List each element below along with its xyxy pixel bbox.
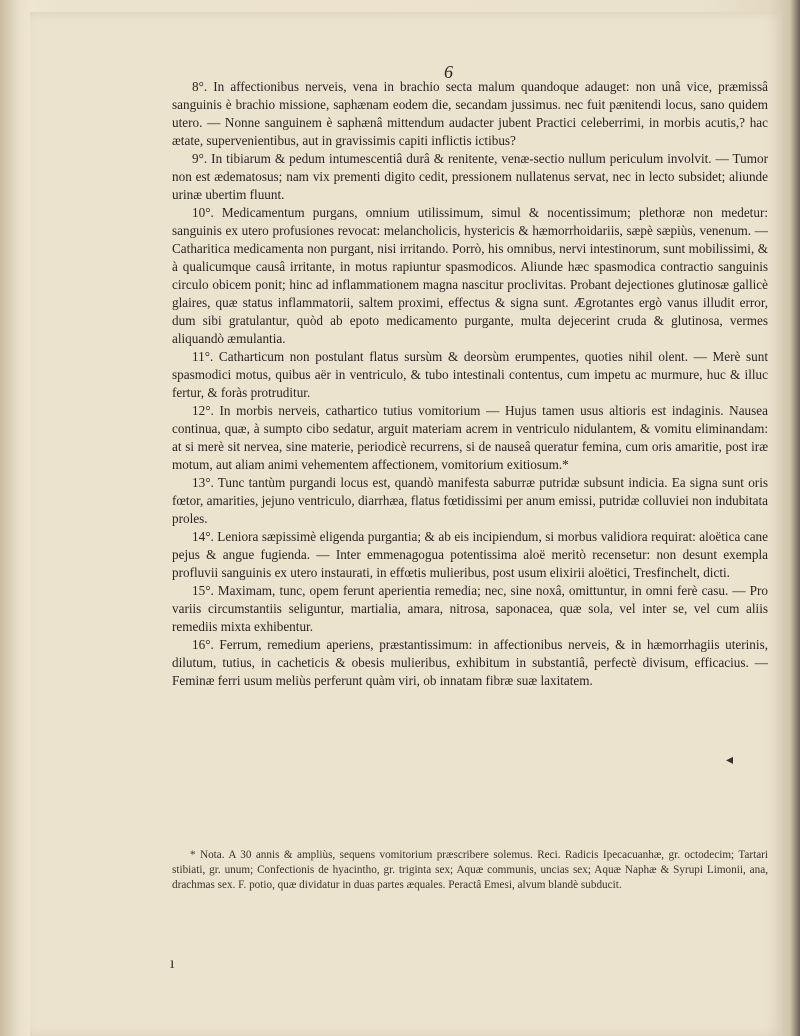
- paragraph-16: 16°. Ferrum, remedium aperiens, præstantissimum: in affectionibus nerveis, & in hæmorrhagiis uterinis, dilutum, tutius, in cacheticis & obesis mulieribus, exhibitum in substantiâ, perfectè divisum, efficacius. — Feminæ ferri usum meliùs perferunt quàm viri, ob innatam fibræ suæ laxitatem.: [172, 637, 768, 688]
- page-number: 6: [444, 62, 453, 82]
- paragraph-9: 9°. In tibiarum & pedum intumescentiâ durâ & renitente, venæ-sectio nullum periculum involvit. — Tumor non est ædematosus; nam vix prementi digito cedit, pressionem nullatenus servat, nec in lecto subsidet; aliunde urinæ ubertim fluunt.: [172, 151, 768, 202]
- paragraph-11: 11°. Catharticum non postulant flatus sursùm & deorsùm erumpentes, quoties nihil olent. — Merè sunt spasmodici motus, quibus aër in ventriculo, & tubo intestinali contentus, cum impetu ac murmure, huc & illuc fertur, & foràs protruditur.: [172, 349, 768, 400]
- footnote: * Nota. A 30 annis & ampliùs, sequens vomitorium præscribere solemus. Reci. Radicis Ipecacuanhæ, gr. octodecim; Tartari stibiati, gr. unum; Confectionis de hyacintho, gr. triginta sex; Aquæ communis, uncias sex; Aquæ Naphæ & Syrupi Limonii, ana, drachmas sex. F. potio, quæ dividatur in duas partes æquales. Peractâ Emesi, alvum blandè subducit.: [172, 849, 768, 891]
- margin-ink-mark: ◂: [726, 753, 734, 768]
- paragraph-8: 8°. In affectionibus nerveis, vena in brachio secta malum quandoque adauget: non unâ vice, præmissâ sanguinis è brachio missione, saphænam eodem die, secandam jussimus. nec fuit pænitendi locus, sano quidem utero. — Nonne sanguinem è saphænâ mittendum audacter jubent Practici celeberrimi, in morbis acutis,? hac ætate, supervenientibus, aut in gravissimis capiti inflictis ictibus?: [172, 79, 768, 148]
- paragraph-15: 15°. Maximam, tunc, opem ferunt aperientia remedia; nec, sine noxâ, omittuntur, in omni ferè casu. — Pro variis circumstantiis seliguntur, martialia, amara, nitrosa, saponacea, quæ sola, vel inter se, vel cum aliis remediis mixta exhibentur.: [172, 583, 768, 634]
- paragraph-10: 10°. Medicamentum purgans, omnium utilissimum, simul & nocentissimum; plethoræ non medetur: sanguinis ex utero profusiones revocat: melancholicis, hystericis & hæmorrhoidariis, sæpè sæpiùs, venenum. — Catharitica medicamenta non purgant, nisi irritando. Porrò, his omnibus, nervi intestinorum, sunt mobilissimi, & à qualicumque causâ irritante, in motus rapiuntur spasmodicos. Aliunde hæc spasmodica contractio sanguinis circulo obicem ponit; hinc ad inflammationem magna nascitur proclivitas. Probant dejectiones glutinosæ gallicè glaires, quæ status inflammatorii, saltem proximi, effectus & signa sunt. Ægrotantes ergò vanus illudit error, dum sibi gratulantur, quòd ab epoto medicamento purgante, multa dejecerint cruda & glutinosa, vermes aliquandò æmulantia.: [172, 205, 768, 346]
- paragraph-12: 12°. In morbis nerveis, cathartico tutius vomitorium — Hujus tamen usus altioris est indaginis. Nausea continua, quæ, à sumpto cibo sedatur, arguit materiam acrem in ventriculo nidulantem, & vomitu eliminandam: at si merè sit nervea, sine materie, periodicè recurrens, si de nauseâ queratur femina, cum oris amaritie, post iræ motum, aut aliam animi vehementem affectionem, vomitorium exitiosum.*: [172, 403, 768, 472]
- stray-ink-mark: ı: [170, 955, 175, 972]
- paragraph-14: 14°. Leniora sæpissimè eligenda purgantia; & ab eis incipiendum, si morbus validiora requirat: aloëtica cane pejus & angue fugienda. — Inter emmenagogua potentissima aloë meritò recensetur: non desunt exempla profluvii sanguinis ex utero instaurati, in effœtis mulieribus, post usum elixirii aloëtici, Tresfinchelt, dicti.: [172, 529, 768, 580]
- book-spine-edge: [0, 0, 18, 1036]
- main-text: [172, 78, 768, 690]
- paragraph-13: 13°. Tunc tantùm purgandi locus est, quandò manifesta saburræ putridæ subsunt indicia. Ea signa sunt oris fœtor, amarities, jejuno ventriculo, diarrhæa, flatus fœtidissimi per anum emissi, putridæ colluviei non indubitata proles.: [172, 475, 768, 526]
